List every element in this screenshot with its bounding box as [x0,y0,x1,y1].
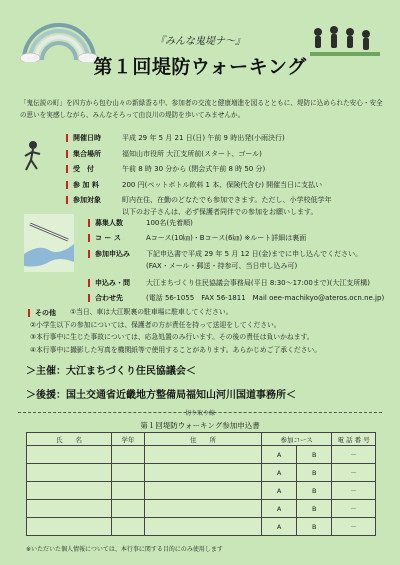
note-item: ②小学生以下の参加については、保護者の方が責任を持って送迎をしてください。 [30,320,281,329]
intro-paragraph: 「鬼伝説の町」を四方から包む山々の新緑香る中、参加者の交流と健康増進を図るとともに、堤防に込められた安心・安全の思いを実感しながら、みんなそろって由良川の堤防を歩いてみませんか。 [20,99,383,119]
value-course: Aコース(10㎞)・Bコース(6㎞) ※ルート詳細は裏面 [146,234,307,242]
value-date: 平成 29 年 5 月 21 日(日) 午前 9 時出発(小雨決行) [122,134,285,142]
course-a-option[interactable]: A [262,518,297,536]
table-row [27,500,376,518]
label-contact-cont: 合わせ先 [92,293,123,303]
name-cell[interactable] [27,446,112,464]
value-capacity: 100名(先着順) [146,219,193,227]
table-row [27,518,376,536]
table-row [27,446,376,464]
grade-cell[interactable] [112,500,145,518]
form-title: 第１回堤防ウォーキング参加申込書 [140,421,260,430]
course-b-option[interactable]: B [297,518,332,536]
label-reception: 受 付 [70,164,94,174]
label-eligibility: 参加対象 [70,195,101,205]
course-b-option[interactable]: B [297,482,332,500]
label-course: コ ー ス [92,233,121,243]
col-name: 氏 名 [27,433,112,446]
table-header-row [27,433,376,446]
grade-cell[interactable] [112,482,145,500]
phone-cell[interactable]: － [332,482,376,500]
grade-cell[interactable] [112,446,145,464]
course-a-option[interactable]: A [262,500,297,518]
phone-cell[interactable]: － [332,446,376,464]
note-item: ④本行事中に撮影した写真を機関紙等で使用することがあります。あらかじめご了承ください。 [30,345,322,354]
name-cell[interactable] [27,500,112,518]
note-item: ①当日、車は大江駅裏の駐車場に駐車してください。 [70,308,233,316]
label-meeting-place: 集合場所 [70,149,101,159]
course-b-option[interactable]: B [297,464,332,482]
col-course: 参加コース [262,433,332,446]
table-row [27,482,376,500]
address-cell[interactable] [145,518,262,536]
organizer: ＞主催：大江まちづくり住民協議会＜ [26,366,196,377]
flyer-subtitle: 『みんな鬼堤ナ～』 [155,36,245,47]
course-a-option[interactable]: A [262,482,297,500]
river-course-illustration [24,214,74,272]
phone-cell[interactable]: － [332,464,376,482]
value-reception: 午前 8 時 30 分から (閉会式午前 8 時 50 分) [122,165,266,173]
label-date: 開催日時 [70,133,101,143]
notes-label: その他 [32,308,56,318]
address-cell[interactable] [145,446,262,464]
address-cell[interactable] [145,464,262,482]
value-application-cont: (FAX・メール・郵送・持参可、当日申し込み可) [146,262,298,270]
name-cell[interactable] [27,464,112,482]
label-capacity: 募集人数 [92,218,123,228]
value-meeting-place: 福知山市役所 大江支所前(スタート、ゴール) [122,150,262,158]
course-b-option[interactable]: B [297,500,332,518]
value-eligibility: 町内在住、在勤のどなたでも参加できます。ただし、小学校低学年 [122,196,332,204]
value-fee: 200 円(ペットボトル飲料 1 本、保険代含む) 開催当日に支払い [122,181,323,189]
value-contact: 大江まちづくり住民協議会事務局(平日 8:30～17:00まで)(大江支所構) [146,279,370,287]
col-address: 住 所 [145,433,262,446]
col-grade: 学年 [112,433,145,446]
course-b-option[interactable]: B [297,446,332,464]
table-row [27,464,376,482]
address-cell[interactable] [145,482,262,500]
registration-table [26,432,376,536]
runner-illustration [20,140,46,174]
flyer-title: 第１回堤防ウォーキング [93,56,307,78]
phone-cell[interactable]: － [332,500,376,518]
supporter: ＞後援：国土交通省近畿地方整備局福知山河川国道事務所＜ [26,390,296,401]
value-application: 下記申込書で平成 29 年 5 月 12 日(金)までに申し込んでください。 [146,250,363,258]
note-item: ③本行事中に生じた事故については、応急処置のみ行います。その後の責任は負いかねます。 [30,333,314,341]
label-fee: 参 加 料 [70,180,99,190]
address-cell[interactable] [145,500,262,518]
grade-cell[interactable] [112,464,145,482]
label-contact: 申込み・問 [92,278,130,288]
cut-label: 切り取り線 [184,410,215,417]
value-contact-details: (電話 56-1055 FAX 56-1811 Mail oee-machikyo@ateros.ocn.ne.jp) [146,294,385,302]
name-cell[interactable] [27,518,112,536]
col-phone: 電 話 番 号 [332,433,376,446]
course-a-option[interactable]: A [262,464,297,482]
label-application: 参加申込み [92,249,130,259]
course-a-option[interactable]: A [262,446,297,464]
phone-cell[interactable]: － [332,518,376,536]
grade-cell[interactable] [112,518,145,536]
privacy-note: ※いただいた個人情報については、本行事に関する目的にのみ使用します [26,546,223,553]
value-eligibility-cont: 以下のお子さんは、必ず保護者同伴での参加をお願いします。 [122,208,318,216]
name-cell[interactable] [27,482,112,500]
